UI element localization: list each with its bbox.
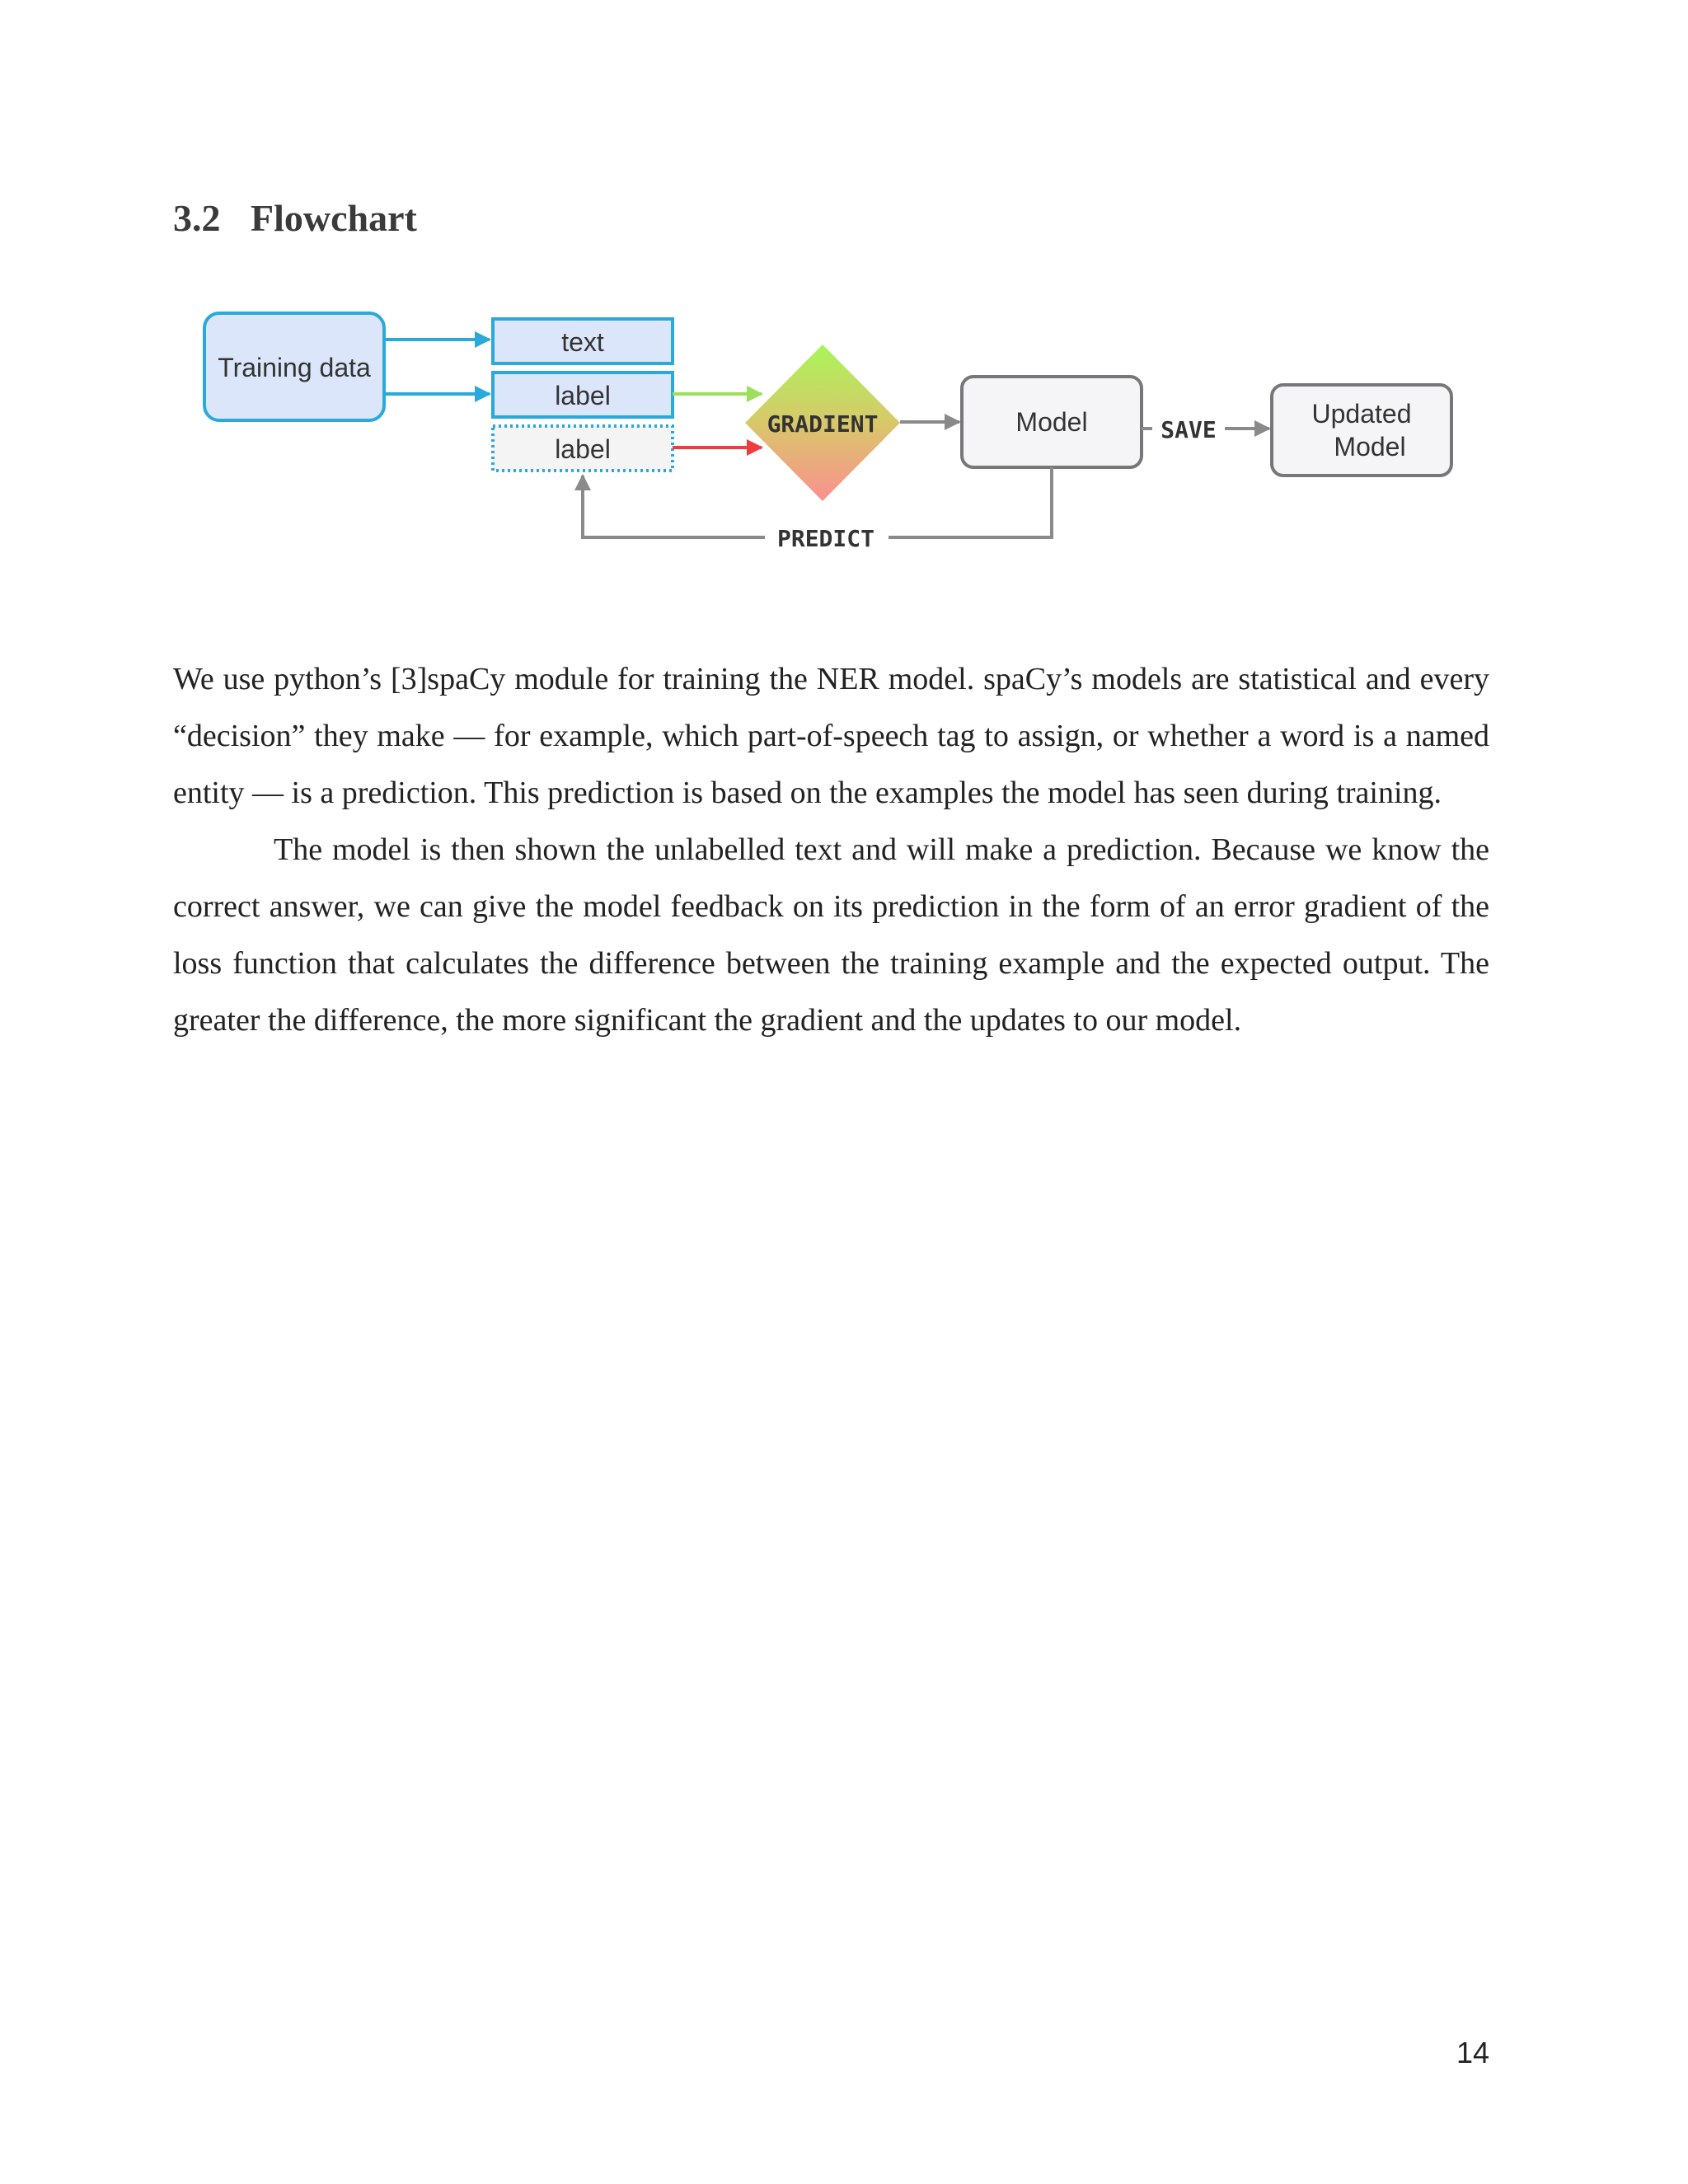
page-number: 14 bbox=[1456, 2036, 1489, 2069]
predict-loop-left bbox=[583, 476, 765, 537]
label-node-label: label bbox=[555, 381, 611, 410]
flowchart-diagram bbox=[190, 297, 1475, 577]
section-number: 3.2 bbox=[173, 197, 221, 239]
save-edge-label: SAVE bbox=[1160, 416, 1217, 443]
predict-edge-label: PREDICT bbox=[776, 525, 875, 552]
updated-model-label-line1: Updated bbox=[1311, 399, 1412, 429]
predicted-label-node-label: label bbox=[555, 434, 611, 464]
body-text bbox=[173, 651, 1489, 1049]
section-heading bbox=[173, 196, 417, 240]
model-node-label: Model bbox=[1015, 407, 1088, 437]
paragraph-1: We use python’s [3]spaCy module for training the NER model. spaCy’s models are statistical and every “decision” they make — for example, which part-of-speech tag to assign, or whether a word is a named entity — is a prediction. This prediction is based on the examples the model has seen during training. bbox=[173, 662, 1489, 810]
updated-model-label-line2: Model bbox=[1334, 432, 1406, 462]
text-node-label: text bbox=[561, 327, 604, 357]
section-title: Flowchart bbox=[251, 197, 417, 239]
gradient-label: GRADIENT bbox=[767, 410, 879, 438]
predict-loop-right bbox=[889, 467, 1052, 537]
training-data-label: Training data bbox=[218, 353, 371, 382]
paragraph-2: The model is then shown the unlabelled text and will make a prediction. Because we know the correct answer, we can give the model feedback on its prediction in the form of an error gradient of the loss function that calculates the difference between the training example and the expected output. The greater the difference, the more significant the gradient and the updates to our model. bbox=[173, 832, 1489, 1038]
